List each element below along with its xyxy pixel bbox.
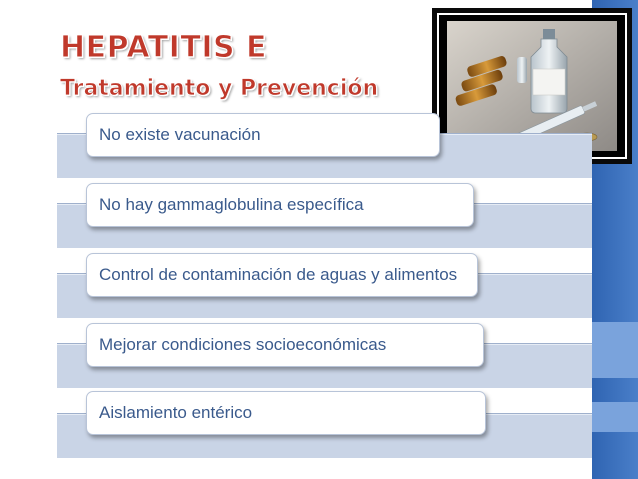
list-item-text: No existe vacunación (99, 125, 261, 144)
side-accent-block (592, 402, 638, 432)
list-item (86, 113, 440, 157)
list-item (86, 391, 486, 435)
vial-and-syringe-image (445, 21, 619, 151)
list-item-text: Control de contaminación de aguas y alimentos (99, 265, 458, 284)
list-item (86, 183, 474, 227)
list-item (86, 253, 478, 297)
side-accent-block (592, 322, 638, 378)
slide-title: HEPATITIS E (60, 30, 268, 65)
slide-subtitle: Tratamiento y Prevención (60, 76, 379, 101)
list-item-text: Aislamiento entérico (99, 403, 253, 422)
list-item-text: Mejorar condiciones socioeconómicas (99, 335, 387, 354)
list-item-text: No hay gammaglobulina específica (99, 195, 364, 214)
list-item (86, 323, 484, 367)
